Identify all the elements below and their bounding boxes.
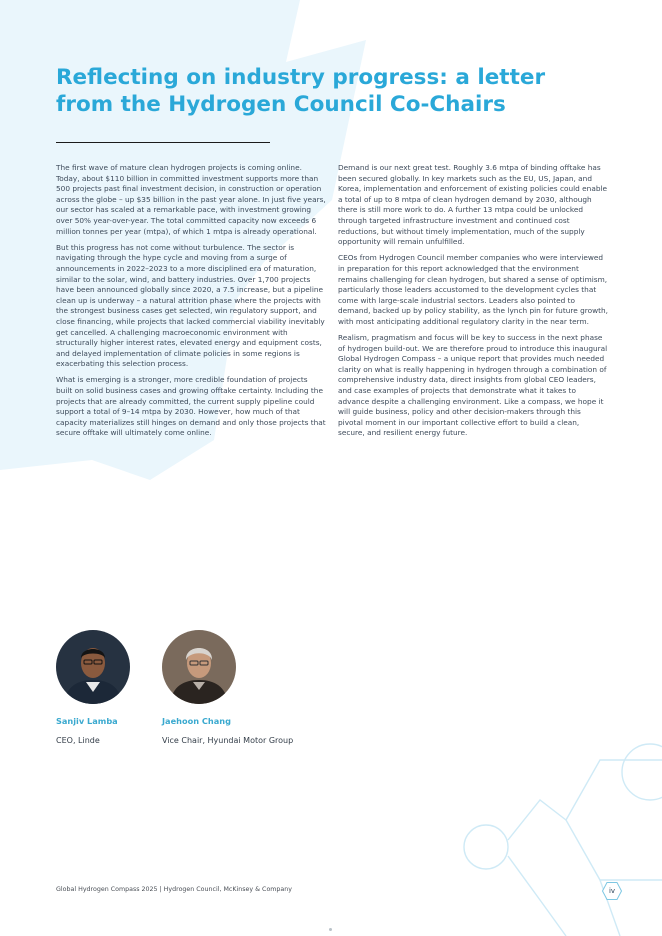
page-indicator-dot: [329, 928, 332, 931]
signatory-name: Sanjiv Lamba: [56, 716, 118, 726]
signatory-role: Vice Chair, Hyundai Motor Group: [162, 736, 294, 745]
avatar: [162, 630, 236, 704]
paragraph: But this progress has not come without turbulence. The sector is navigating through the hype cycle and moving from a surge of announcements in 2022–2023 to a more disciplined era of maturation, similar to the solar, wind, and battery industries. Over 1,700 projects have been announced globally since 2020, a 7.5 increase, but a pipeline clean up is underway – a natural attrition phase where the projects with the strongest business cases get selected, win regulatory support, and close financing, while projects that lacked commercial viability inevitably get cancelled. A challenging macroeconomic environment with structurally higher interest rates, elevated energy and equipment costs, and delayed implementation of climate policies in some regions is exacerbating this selection process.: [56, 242, 325, 369]
signatory-sanjiv-lamba: [56, 630, 130, 745]
page-title: Reflecting on industry progress: a letter from the Hydrogen Council Co-Chairs: [56, 65, 546, 117]
paragraph: What is emerging is a stronger, more credible foundation of projects built on solid business cases and growing offtake certainty. Including the projects that are already committed, the current supply pipeline could support a total of 9–14 mtpa by 2030. However, how much of that capacity materializes still hinges on demand and only those projects that secure offtake will ultimately come online.: [56, 375, 326, 438]
signatory-jaehoon-chang: [162, 630, 293, 745]
page-number: iv: [608, 887, 616, 895]
signatory-role: CEO, Linde: [56, 736, 100, 745]
paragraph: The first wave of mature clean hydrogen projects is coming online. Today, about $110 billion in committed investment supports more than 500 projects past final investment decision, in construction or operation across the globe – up $35 billion in the past year alone. In just five years, our sector has scaled at a remarkable pace, with investment growing over 50% year-over-year. The total committed capacity now exceeds 6 million tonnes per year (mtpa), of which 1 mtpa is already operational.: [56, 163, 326, 236]
portrait-photo-icon: [56, 630, 130, 704]
page-number-badge: [602, 881, 622, 901]
portrait-photo-icon: [162, 630, 236, 704]
paragraph: Realism, pragmatism and focus will be key to success in the next phase of hydrogen build-out. We are therefore proud to introduce this inaugural Global Hydrogen Compass – a unique report that provides much needed clarity on what is really happening in hydrogen through a combination of comprehensive industry data, direct insights from global CEO leaders, and case examples of projects that demonstrate what it takes to advance despite a challenging environment. Like a compass, we hope it will guide business, policy and other decision-makers through this pivotal moment in our important collective effort to build a clean, secure, and resilient energy future.: [338, 333, 608, 438]
paragraph: Demand is our next great test. Roughly 3.6 mtpa of binding offtake has been secured globally. In key markets such as the EU, US, Japan, and Korea, implementation and enforcement of existing policies could enable a total of up to 8 mtpa of clean hydrogen demand by 2030, although there is still more work to do. A further 13 mtpa could be unlocked through targeted infrastructure investment and continued cost reductions, but without timely implementation, much of the supply opportunity will remain unfulfilled.: [338, 163, 608, 247]
footer-source: Global Hydrogen Compass 2025 | Hydrogen Council, McKinsey & Company: [56, 886, 293, 893]
title-divider: [56, 142, 270, 143]
paragraph: CEOs from Hydrogen Council member companies who were interviewed in preparation for this report acknowledged that the environment remains challenging for clean hydrogen, but shared a sense of optimism, particularly those leaders accustomed to the development cycles that come with large-scale industrial sectors. Leaders also pointed to demand, backed up by policy stability, as the lynch pin for future growth, with most anticipating additional regulatory clarity in the near term.: [338, 253, 608, 326]
avatar: [56, 630, 130, 704]
right-column: [338, 163, 608, 445]
hexagon-molecule-icon: [464, 744, 662, 936]
signatory-name: Jaehoon Chang: [162, 716, 231, 726]
left-column: [56, 163, 326, 445]
